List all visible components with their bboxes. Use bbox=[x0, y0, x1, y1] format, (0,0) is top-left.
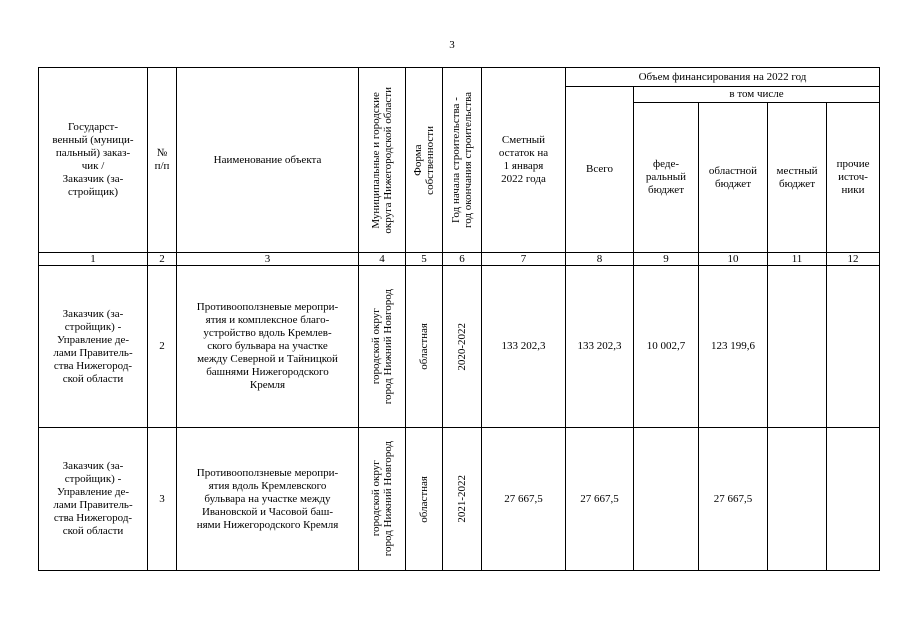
municipality-cell: городской округ город Нижний Новгород bbox=[359, 266, 406, 428]
funding-table bbox=[38, 67, 880, 571]
header-funding-group: Объем финансирования на 2022 год bbox=[566, 68, 880, 87]
object-name-cell: Противооползневые меропри- ятия вдоль Кремлевского бульвара на участке между Ивановской и Часовой баш- нями Нижегородского Кремля bbox=[177, 428, 359, 571]
header-customer: Государст- венный (муници- пальный) заказ- чик / Заказчик (за- стройщик) bbox=[39, 68, 148, 253]
header-row-1 bbox=[39, 68, 880, 87]
remaining-cell: 27 667,5 bbox=[482, 428, 566, 571]
column-number: 4 bbox=[359, 253, 406, 266]
column-numbers-row bbox=[39, 253, 880, 266]
column-number: 11 bbox=[768, 253, 827, 266]
regional-cell: 123 199,6 bbox=[699, 266, 768, 428]
other-cell bbox=[827, 266, 880, 428]
total-cell: 27 667,5 bbox=[566, 428, 634, 571]
customer-cell: Заказчик (за- стройщик) - Управление де- лами Правитель- ства Нижегород- ской области bbox=[39, 428, 148, 571]
local-cell bbox=[768, 428, 827, 571]
header-including: в том числе bbox=[634, 87, 880, 103]
header-num: № п/п bbox=[148, 68, 177, 253]
header-remaining: Сметный остаток на 1 января 2022 года bbox=[482, 68, 566, 253]
federal-cell: 10 002,7 bbox=[634, 266, 699, 428]
federal-cell bbox=[634, 428, 699, 571]
row-number-cell: 2 bbox=[148, 266, 177, 428]
ownership-cell: областная bbox=[406, 266, 443, 428]
row-number-cell: 3 bbox=[148, 428, 177, 571]
column-number: 12 bbox=[827, 253, 880, 266]
header-regional: областной бюджет bbox=[699, 103, 768, 253]
header-ownership: Форма собственности bbox=[406, 68, 443, 253]
total-cell: 133 202,3 bbox=[566, 266, 634, 428]
column-number: 10 bbox=[699, 253, 768, 266]
column-number: 8 bbox=[566, 253, 634, 266]
table-row bbox=[39, 428, 880, 571]
other-cell bbox=[827, 428, 880, 571]
header-local: местный бюджет bbox=[768, 103, 827, 253]
municipality-cell: городской округ город Нижний Новгород bbox=[359, 428, 406, 571]
column-number: 7 bbox=[482, 253, 566, 266]
ownership-cell: областная bbox=[406, 428, 443, 571]
header-total: Всего bbox=[566, 87, 634, 253]
column-number: 5 bbox=[406, 253, 443, 266]
column-number: 2 bbox=[148, 253, 177, 266]
years-cell: 2021-2022 bbox=[443, 428, 482, 571]
column-number: 1 bbox=[39, 253, 148, 266]
table-row bbox=[39, 266, 880, 428]
local-cell bbox=[768, 266, 827, 428]
header-federal: феде- ральный бюджет bbox=[634, 103, 699, 253]
regional-cell: 27 667,5 bbox=[699, 428, 768, 571]
header-object-name: Наименование объекта bbox=[177, 68, 359, 253]
column-number: 3 bbox=[177, 253, 359, 266]
remaining-cell: 133 202,3 bbox=[482, 266, 566, 428]
header-municipality: Муниципальные и городские округа Нижегородской области bbox=[359, 68, 406, 253]
header-other: прочие источ- ники bbox=[827, 103, 880, 253]
header-years: Год начала строительства - год окончания строительства bbox=[443, 68, 482, 253]
page-number: 3 bbox=[449, 39, 455, 51]
column-number: 6 bbox=[443, 253, 482, 266]
years-cell: 2020-2022 bbox=[443, 266, 482, 428]
column-number: 9 bbox=[634, 253, 699, 266]
object-name-cell: Противооползневые меропри- ятия и комплексное благо- устройство вдоль Кремлев- ского бульвара на участке между Северной и Тайницкой башнями Нижегородского Кремля bbox=[177, 266, 359, 428]
customer-cell: Заказчик (за- стройщик) - Управление де- лами Правитель- ства Нижегород- ской области bbox=[39, 266, 148, 428]
